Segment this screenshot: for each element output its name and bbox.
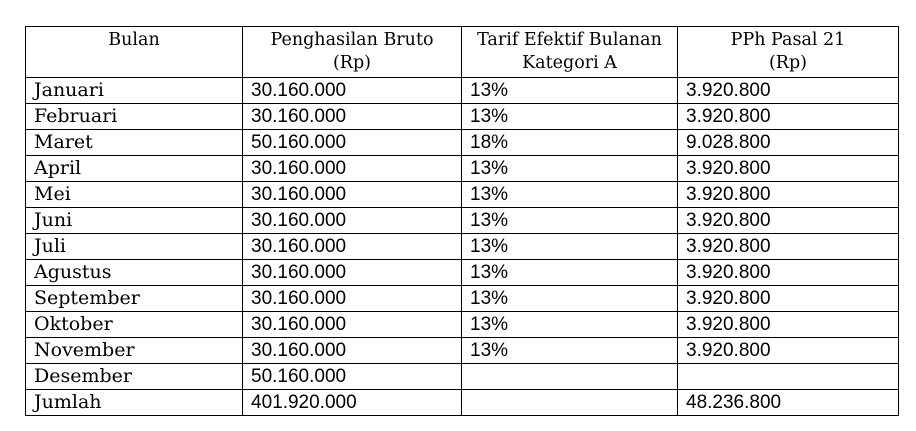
cell-bulan: Maret	[26, 130, 243, 156]
cell-pph-pasal-21: 3.920.800	[678, 286, 899, 312]
cell-tarif-efektif: 13%	[462, 182, 678, 208]
cell-bulan: September	[26, 286, 243, 312]
cell-penghasilan-bruto: 30.160.000	[243, 156, 462, 182]
cell-tarif-efektif	[462, 390, 678, 416]
cell-tarif-efektif	[462, 364, 678, 390]
cell-pph-pasal-21: 3.920.800	[678, 104, 899, 130]
cell-bulan: Agustus	[26, 260, 243, 286]
cell-pph-pasal-21: 48.236.800	[678, 390, 899, 416]
cell-penghasilan-bruto: 30.160.000	[243, 234, 462, 260]
header-bulan	[26, 27, 243, 78]
cell-penghasilan-bruto: 30.160.000	[243, 104, 462, 130]
table-header-row	[26, 27, 899, 78]
cell-pph-pasal-21: 9.028.800	[678, 130, 899, 156]
cell-tarif-efektif: 13%	[462, 260, 678, 286]
cell-penghasilan-bruto: 30.160.000	[243, 260, 462, 286]
cell-penghasilan-bruto: 30.160.000	[243, 312, 462, 338]
cell-penghasilan-bruto: 30.160.000	[243, 338, 462, 364]
cell-tarif-efektif: 13%	[462, 234, 678, 260]
cell-tarif-efektif: 13%	[462, 286, 678, 312]
cell-tarif-efektif: 13%	[462, 78, 678, 104]
cell-bulan: April	[26, 156, 243, 182]
cell-penghasilan-bruto: 30.160.000	[243, 182, 462, 208]
table-row	[26, 78, 899, 104]
header-tarif-efektif-label: Tarif Efektif Bulanan	[477, 30, 662, 50]
cell-bulan: November	[26, 338, 243, 364]
cell-penghasilan-bruto: 30.160.000	[243, 78, 462, 104]
table-row	[26, 182, 899, 208]
cell-pph-pasal-21: 3.920.800	[678, 260, 899, 286]
cell-pph-pasal-21: 3.920.800	[678, 234, 899, 260]
table-row	[26, 312, 899, 338]
header-penghasilan-bruto	[243, 27, 462, 78]
cell-tarif-efektif: 13%	[462, 338, 678, 364]
table-row	[26, 338, 899, 364]
cell-bulan: Januari	[26, 78, 243, 104]
table-row	[26, 390, 899, 416]
cell-pph-pasal-21	[678, 364, 899, 390]
cell-bulan: Mei	[26, 182, 243, 208]
header-pph-pasal-21-label: PPh Pasal 21	[730, 30, 846, 50]
header-bulan-label: Bulan	[108, 30, 160, 50]
cell-pph-pasal-21: 3.920.800	[678, 78, 899, 104]
cell-pph-pasal-21: 3.920.800	[678, 338, 899, 364]
cell-bulan: Juli	[26, 234, 243, 260]
cell-tarif-efektif: 13%	[462, 156, 678, 182]
table-row	[26, 234, 899, 260]
cell-tarif-efektif: 13%	[462, 312, 678, 338]
cell-bulan: Februari	[26, 104, 243, 130]
table-row	[26, 286, 899, 312]
table-row	[26, 156, 899, 182]
cell-pph-pasal-21: 3.920.800	[678, 312, 899, 338]
cell-penghasilan-bruto: 30.160.000	[243, 208, 462, 234]
cell-bulan: Oktober	[26, 312, 243, 338]
cell-bulan: Desember	[26, 364, 243, 390]
table-body	[26, 78, 899, 416]
cell-pph-pasal-21: 3.920.800	[678, 156, 899, 182]
cell-penghasilan-bruto: 50.160.000	[243, 364, 462, 390]
header-pph-pasal-21	[678, 27, 899, 78]
header-penghasilan-bruto-label: Penghasilan Bruto	[270, 30, 434, 50]
cell-pph-pasal-21: 3.920.800	[678, 208, 899, 234]
table-row	[26, 208, 899, 234]
cell-pph-pasal-21: 3.920.800	[678, 182, 899, 208]
header-pph-pasal-21-unit: (Rp)	[768, 53, 808, 73]
table-row	[26, 104, 899, 130]
cell-penghasilan-bruto: 50.160.000	[243, 130, 462, 156]
cell-penghasilan-bruto: 30.160.000	[243, 286, 462, 312]
header-tarif-efektif-sub: Kategori A	[522, 53, 617, 73]
cell-penghasilan-bruto: 401.920.000	[243, 390, 462, 416]
table-row	[26, 364, 899, 390]
cell-bulan: Juni	[26, 208, 243, 234]
header-tarif-efektif	[462, 27, 678, 78]
table-row	[26, 130, 899, 156]
header-penghasilan-bruto-unit: (Rp)	[332, 53, 372, 73]
table-row	[26, 260, 899, 286]
cell-tarif-efektif: 18%	[462, 130, 678, 156]
cell-tarif-efektif: 13%	[462, 104, 678, 130]
cell-bulan: Jumlah	[26, 390, 243, 416]
pph21-table	[25, 26, 899, 416]
cell-tarif-efektif: 13%	[462, 208, 678, 234]
